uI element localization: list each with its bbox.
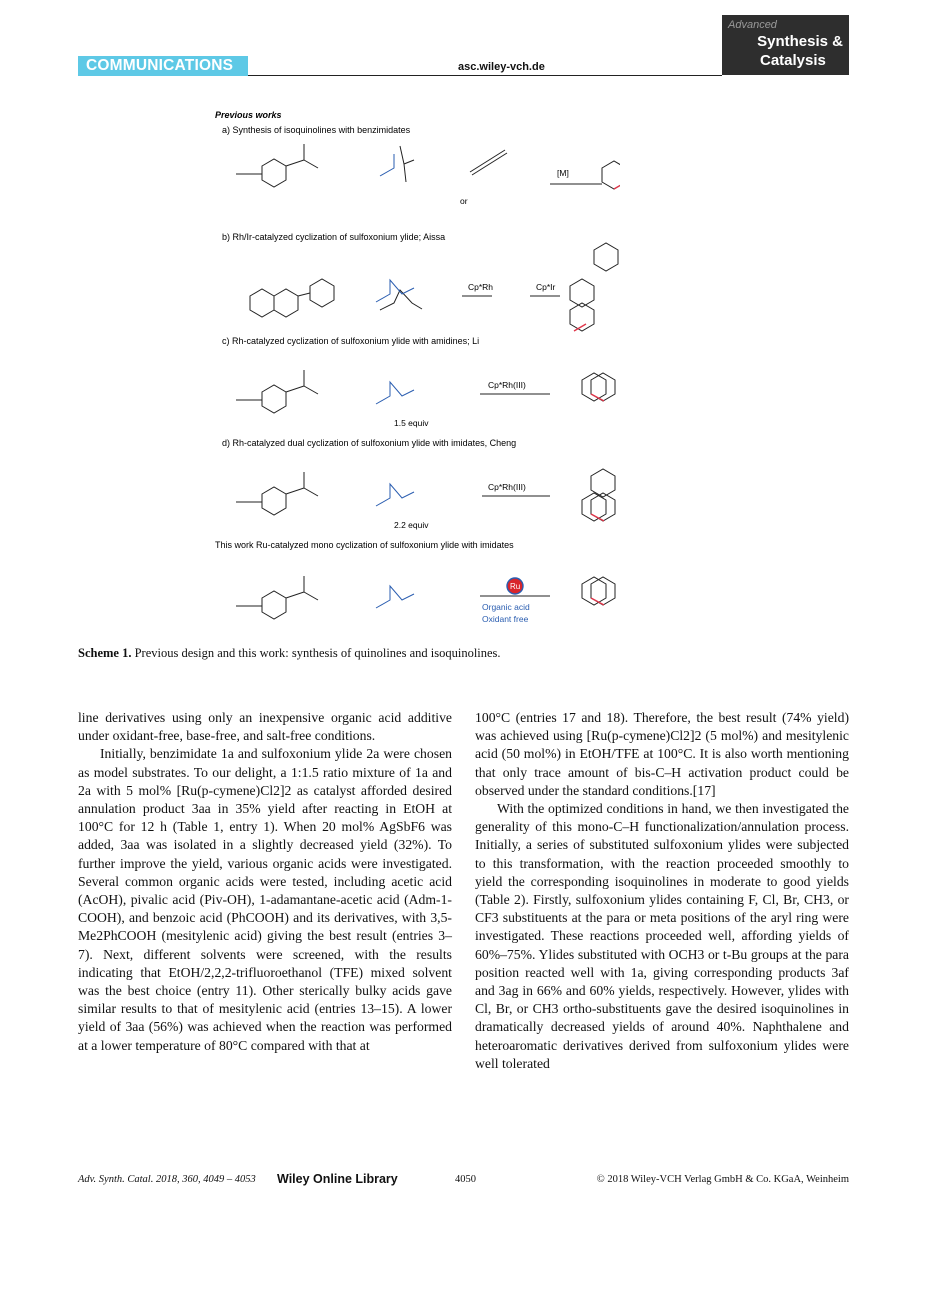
left-paragraph-1: line derivatives using only an inexpensive organic acid additive under oxidant-free, base-free, and salt-free conditions.: [78, 710, 452, 744]
footer-copyright: © 2018 Wiley-VCH Verlag GmbH & Co. KGaA, Weinheim: [596, 1174, 849, 1185]
scheme-c-catalyst: Cp*Rh(III): [488, 380, 526, 390]
right-paragraph-2: With the optimized conditions in hand, we then investigated the generality of this mono-C–H functionalization/annulation process. Initially, a series of substituted sulfoxonium ylides were subjected to this transformation, with the reaction proceeded smoothly to yield the corresponding isoquinolines in moderate to good yields (Table 2). Firstly, sulfoxonium ylides containing F, Cl, Br, CH3, or CF3 substituents at the para or meta positions of the aryl ring were investigated. These reactions proceeded well, affording yields of 60%–75%. Ylides substituted with OCH3 or t-Bu groups at the para position reacted well with 1a, giving corresponding products 3af and 3ag in 66% and 60% yields, respectively. However, ylides with Cl, Br, or CH3 ortho-substituents gave the desired isoquinolines in dramatically decreased yields of around 40%. Naphthalene and heteroaromatic derivatives derived from sulfoxonium ylides were well tolerated: [475, 801, 849, 1071]
ru-catalyst-label: Ru: [510, 582, 521, 591]
benzimidate-ring-a: [262, 159, 286, 187]
right-column: [475, 709, 849, 1073]
scheme-c-equiv: 1.5 equiv: [394, 418, 429, 428]
logo-line1: Advanced: [728, 19, 777, 31]
journal-url[interactable]: asc.wiley-vch.de: [458, 61, 545, 73]
logo-line3: Catalysis: [760, 52, 826, 69]
scheme-d-equiv: 2.2 equiv: [394, 520, 429, 530]
scheme-c-title: c) Rh-catalyzed cyclization of sulfoxonium ylide with amidines; Li: [222, 336, 480, 346]
caption-label: Scheme 1.: [78, 646, 132, 660]
footer-library[interactable]: Wiley Online Library: [277, 1172, 398, 1186]
left-column: [78, 709, 452, 1055]
header-rule: [248, 75, 722, 76]
right-paragraph-1: 100°C (entries 17 and 18). Therefore, the best result (74% yield) was achieved using [Ru(p-cymene)Cl2]2 (5 mol%) and mesitylenic acid (50 mol%) in EtOH/TFE at 100°C. It is also worth mentioning that only trace amount of bis-C–H activation product could be observed under the standard conditions.[17]: [475, 710, 849, 798]
logo-line2: Synthesis &: [757, 33, 843, 50]
scheme-b-title: b) Rh/Ir-catalyzed cyclization of sulfoxonium ylide; Aissa: [222, 232, 446, 242]
scheme-d-title: d) Rh-catalyzed dual cyclization of sulfoxonium ylide with imidates, Cheng: [222, 438, 517, 448]
scheme-this-cond1: Organic acid: [482, 602, 530, 612]
scheme-this-title: This work Ru-catalyzed mono cyclization of sulfoxonium ylide with imidates: [215, 540, 514, 550]
caption-text: Previous design and this work: synthesis of quinolines and isoquinolines.: [134, 646, 501, 660]
scheme-1-figure: [200, 100, 620, 640]
footer-page-number: 4050: [455, 1174, 476, 1185]
section-tag: COMMUNICATIONS: [78, 56, 248, 76]
scheme-a-title: a) Synthesis of isoquinolines with benzimidates: [222, 125, 411, 135]
scheme-d-catalyst: Cp*Rh(III): [488, 482, 526, 492]
journal-logo: [722, 15, 849, 75]
scheme-previous-title: Previous works: [215, 110, 282, 120]
left-paragraph-2: Initially, benzimidate 1a and sulfoxonium ylide 2a were chosen as model substrates. To our delight, a 1:1.5 ratio mixture of 1a and 2a with 5 mol% [Ru(p-cymene)Cl2]2 as catalyst afforded desired annulation product 3aa in 35% yield after reacting in EtOH at 100°C for 12 h (Table 1, entry 1). When 20 mol% AgSbF6 was added, 3aa was isolated in a slightly decreased yield (32%). To further improve the yield, various organic acids were investigated. Several common organic acids were tested, including acetic acid (AcOH), pivalic acid (Piv-OH), 1-adamantane-acetic acid (Adm-1-COOH), and benzoic acid (PhCOOH) and its derivatives, with 3,5-Me2PhCOOH (mesitylenic acid) giving the best result (entries 3–7). Next, different solvents were screened, with the results indicating that EtOH/2,2,2-trifluoroethanol (TFE) mixed solvent was the best choice (entry 11). Other sterically bulky acids gave similar results to that of mesitylenic acid (entries 13–15). A lower yield of 3aa (56%) was achieved when the reaction was performed at a lower temperature of 80°C compared with that at: [78, 746, 452, 1053]
scheme-this-cond2: Oxidant free: [482, 614, 529, 624]
footer-citation: Adv. Synth. Catal. 2018, 360, 4049 – 4053: [78, 1174, 256, 1185]
scheme-b-catalyst1: Cp*Rh: [468, 282, 494, 292]
scheme-a-or: or: [460, 196, 468, 206]
scheme-b-catalyst2: Cp*Ir: [536, 282, 556, 292]
scheme-caption: [78, 646, 501, 661]
scheme-a-catalyst: [M]: [557, 168, 569, 178]
